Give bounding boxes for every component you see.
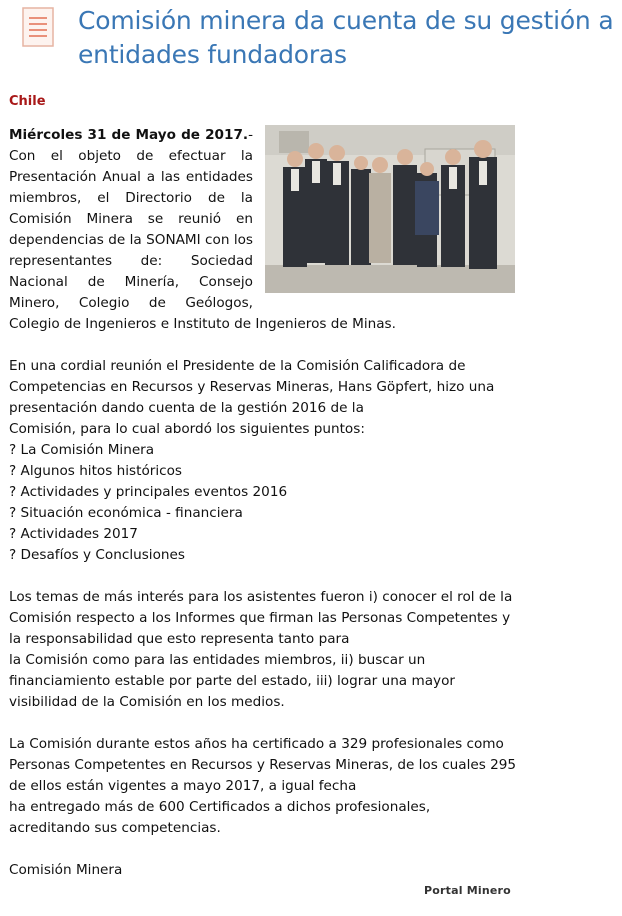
intro-text: - Con el objeto de efectuar la Presentación Anual a las entidades miembros, el Directorio de la Comisión Minera se reunió en dependencias de la SONAMI con los representantes de: Sociedad Nacional de Minería, Consejo Minero, Colegio de Geólogos, Colegio de Ingenieros e Instituto de Ingenieros de Minas. (9, 127, 396, 332)
list-item: ? La Comisión Minera (9, 442, 155, 458)
list-item: ? Desafíos y Conclusiones (9, 547, 185, 563)
paragraph-line: la Comisión como para las entidades miembros, ii) buscar un (9, 652, 426, 668)
list-item: ? Algunos hitos históricos (9, 463, 182, 479)
document-icon (22, 7, 54, 47)
paragraph-line: de ellos están vigentes a mayo 2017, a igual fecha (9, 778, 357, 794)
source-credit: Portal Minero (424, 884, 511, 897)
list-item: ? Actividades 2017 (9, 526, 138, 542)
paragraph-line: Los temas de más interés para los asistentes fueron i) conocer el rol de la (9, 589, 513, 605)
group-photo (265, 125, 515, 293)
topics-list (9, 440, 515, 566)
paragraph-line: La Comisión durante estos años ha certificado a 329 profesionales como (9, 736, 504, 752)
article-header (0, 0, 622, 86)
paragraph-meeting (9, 356, 515, 566)
paragraph-line: Comisión, para lo cual abordó los siguientes puntos: (9, 421, 365, 437)
paragraph-line: presentación dando cuenta de la gestión 2016 de la (9, 400, 364, 416)
paragraph-line: visibilidad de la Comisión en los medios. (9, 694, 285, 710)
article-date: Miércoles 31 de Mayo de 2017. (9, 127, 249, 143)
paragraph-interests (9, 587, 515, 713)
paragraph-line: financiamiento estable por parte del estado, iii) lograr una mayor (9, 673, 455, 689)
signature: Comisión Minera (9, 862, 123, 878)
paragraph-line: Competencias en Recursos y Reservas Mineras, Hans Göpfert, hizo una (9, 379, 495, 395)
paragraph-certifications (9, 734, 515, 839)
paragraph-line: Comisión respecto a los Informes que firman las Personas Competentes y (9, 610, 511, 626)
paragraph-line: Personas Competentes en Recursos y Reservas Mineras, de los cuales 295 (9, 757, 517, 773)
page-title: Comisión minera da cuenta de su gestión a entidades fundadoras (78, 6, 614, 69)
paragraph-line: En una cordial reunión el Presidente de la Comisión Calificadora de (9, 358, 466, 374)
paragraph-line: acreditando sus competencias. (9, 820, 221, 836)
paragraph-line: ha entregado más de 600 Certificados a dichos profesionales, (9, 799, 431, 815)
paragraph-line: la responsabilidad que esto representa tanto para (9, 631, 350, 647)
list-item: ? Situación económica - financiera (9, 505, 243, 521)
list-item: ? Actividades y principales eventos 2016 (9, 484, 288, 500)
article-body (9, 125, 515, 881)
country-label: Chile (9, 94, 46, 109)
